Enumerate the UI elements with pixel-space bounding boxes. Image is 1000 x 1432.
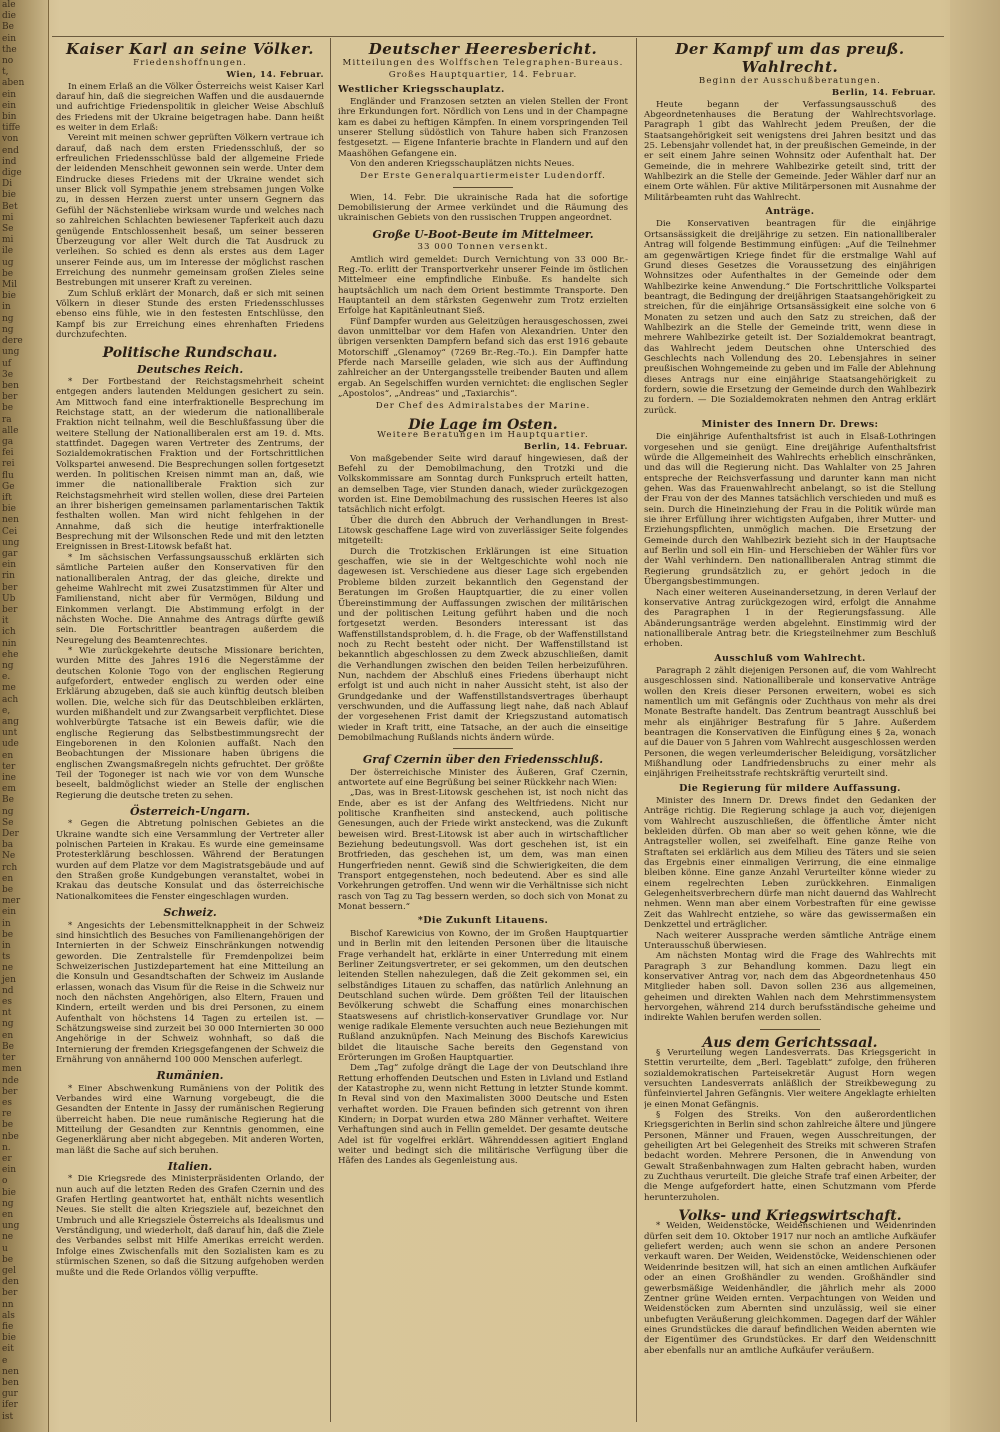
uboot-signature: Der Chef des Admiralstabes der Marine. — [375, 401, 591, 412]
paragraph: Wien, 14. Febr. Die ukrainische Rada hat die sofortige Demobilisierung der Armee verkündet und die Räumung des ukrainischen Gebiets von den russischen Truppen angeordnet. — [338, 192, 628, 224]
spine-fragment: gel — [2, 1265, 16, 1276]
spine-fragment: ber — [2, 392, 18, 403]
paragraph: * Im sächsischen Verfassungsausschuß erklärten sich sämtliche Parteien außer den Konservativen für den nationalliberalen Antrag, der das gleiche, direkte und geheime Wahlrecht mit zwei Zusatzstimmen für Alter und Familienstand, nicht aber für Vermögen, Bildung und Einkommen verlangt. Die Abstimmung erfolgt in der nächsten Woche. Die Annahme des Antrags dürfte gewiß sein. Die Fortschrittler beantragen außerdem die Neuregelung des Beamtenrechtes. — [56, 552, 324, 646]
spine-fragment: nen — [2, 1366, 19, 1377]
spine-fragment: jen — [2, 974, 16, 985]
spine-fragment: be — [2, 268, 14, 279]
spine-fragment: Di — [2, 179, 13, 190]
litauen-body — [338, 929, 628, 1167]
paragraph: Über die durch den Abbruch der Verhandlungen in Brest-Litowsk geschaffene Lage wird von zuverlässiger Seite folgendes mitgeteilt: — [338, 515, 628, 547]
top-rule — [52, 36, 944, 37]
separator — [760, 1029, 820, 1030]
ost-dateline: Berlin, 14. Februar. — [523, 442, 628, 453]
spine-fragment: ne — [2, 963, 14, 974]
column-2 — [338, 38, 628, 1424]
spine-fragment: Se — [2, 817, 14, 828]
spine-fragment: bie — [2, 190, 16, 201]
wahlrecht-body — [644, 100, 936, 203]
spine-fragment: uf — [2, 358, 12, 369]
spine-fragment: es — [2, 1097, 12, 1108]
paragraph: Die einjährige Aufenthaltsfrist ist auch in Elsaß-Lothringen vorgesehen und sie genügt. Eine dreijährige Aufenthaltsfrist würde die Allgemeinheit des Wahlrechts erheblich einschränken, und das will die Regierung nicht. Das Wahlalter von 25 Jahren entspreche der Reichsverfassung und darunter kann man nicht gehen. Was das Frauenwahlrecht anbelangt, so ist die Stellung der Frau von der des Mannes tatsächlich verschieden und muß es sein. Durch die Hineinziehung der Frau in die Politik würde man sie ihrer Erfüllung ihrer wichtigsten Aufgaben, ihrer Mutter- und Erziehungspflichten, unmöglich machen. Die Ersetzung der Gemeinde durch den Wahlbezirk bezieht sich in der Hauptsache auf Berlin und soll ein Hin- und Herschieben der Wähler fürs vor der Wahl verhindern. Den nationalliberalen Antrag stimmt die Regierung grundsätzlich zu, er gehört jedoch in die Übergangsbestimmungen. — [644, 432, 936, 588]
spine-fragment: mi — [2, 235, 14, 246]
romania-body — [56, 1084, 324, 1156]
spine-fragment: es — [2, 997, 12, 1008]
paragraph: Von den anderen Kriegsschauplätzen nichts Neues. — [350, 159, 575, 170]
ost-headline: Die Lage im Osten. — [408, 416, 558, 433]
paragraph: * Weiden, Weidenstöcke, Weidenschienen und Weidenrinden dürfen seit dem 10. Oktober 1917 nur noch an amtliche Aufkäufer geliefert werden; auch wenn sie schon an andere Personen verkauft waren. Der Weiden, Weidenstöcke, Weidenschienen oder Weidenrinde besitzen will, hat sich an einen amtlichen Aufkäufer oder an einen Großhändler zu wenden. Großhändler sind gewerbsmäßige Weidenhändler, die jährlich mehr als 2000 Zentner grüne Weiden ernten. Verpachtungen von Weiden und Weidenstöcken zum Abernten sind unzulässig, weil sie einer unbefugten Veräußerung gleichkommen. Dagegen darf der Wähler eines Grundstückes die darauf befindlichen Weiden abernten wie der Eigentümer des Grundstückes. Er darf den Weidenschnitt aber ebenfalls nur an amtliche Aufkäufer veräußern. — [644, 1221, 936, 1356]
spine-fragment: gur — [2, 1389, 18, 1400]
uboot-headline: Große U-Boot-Beute im Mittelmeer. — [372, 227, 594, 241]
milder-headline: Die Regierung für mildere Auffassung. — [679, 782, 901, 794]
spine-fragment: ifer — [2, 1400, 18, 1411]
spine-fragment: rch — [2, 862, 18, 873]
spine-fragment: be — [2, 929, 14, 940]
spine-fragment: 3e — [2, 369, 14, 380]
spine-fragment: ung — [2, 347, 20, 358]
italy-body — [56, 1174, 324, 1277]
spine-fragment: end — [2, 145, 19, 156]
spine-fragment: ber — [2, 582, 18, 593]
spine-fragment: Cei — [2, 526, 18, 537]
volk-headline: Volks- und Kriegswirtschaft. — [678, 1208, 902, 1225]
west-headline: Westlicher Kriegsschauplatz. — [338, 83, 505, 95]
spine-fragment: fei — [2, 448, 14, 459]
spine-fragment: tiffe — [2, 123, 21, 134]
paragraph: * Wie zurückgekehrte deutsche Missionare berichten, wurden Mitte des Jahres 1916 die Negerstämme der deutschen Kolonie Togo von der englischen Regierung aufgefordert, entweder englisch zu werden oder eine Erklärung abzugeben, daß sie auch künftig deutsch bleiben wollen. Die, welche sich für das Deutschbleiben erklärten, wurden mißhandelt und zur Zwangsarbeit verpflichtet. Diese wohlverbürgte Tatsache ist ein Beweis dafür, wie die englische Regierung das Selbstbestimmungsrecht der Eingeborenen in den Kolonien auffaßt. Nach den Beobachtungen der Missionare haben übrigens die englischen Zwangsmaßregeln nichts gefruchtet. Der größte Teil der Togoneger ist nach wie vor von dem Wunsche beseelt, baldmöglichst wieder an Stelle der englischen Regierung die deutsche treten zu sehen. — [56, 645, 324, 801]
spine-fragment: aben — [2, 78, 25, 89]
spine-fragment: ind — [2, 156, 17, 167]
paragraph: * Gegen die Abtretung polnischen Gebietes an die Ukraine wandte sich eine Versammlung der Vertreter aller polnischen Parteien in Krakau. Es wurde eine gemeinsame Protesterklärung beschlossen. Während der Beratungen wurden auf dem Platze vor dem Magistratsgebäude und auf den Straßen große Kundgebungen veranstaltet, wobei in Krakau das deutsche Konsulat und das österreichische Nationalkomitees die Fenster eingeschlagen wurden. — [56, 819, 324, 902]
minister-body — [644, 432, 936, 649]
spine-fragment: it — [2, 616, 9, 627]
spine-fragment: be — [2, 1254, 14, 1265]
wahlrecht-subhead: Beginn der Ausschußberatungen. — [698, 76, 882, 86]
spine-fragment: flu — [2, 470, 14, 481]
spine-fragment: Be — [2, 795, 14, 806]
spine-fragment: ich — [2, 627, 16, 638]
spine-fragment: nd — [2, 985, 14, 996]
ost-body — [338, 454, 628, 744]
spine-fragment: ts — [2, 952, 11, 963]
wahlrecht-headline: Der Kampf um das preuß. Wahlrecht. — [675, 40, 905, 76]
west-signature: Der Erste Generalquartiermeister Ludendorff. — [360, 171, 606, 182]
spine-fragment: ter — [2, 761, 16, 772]
swiss-body — [56, 921, 324, 1066]
spine-fragment: ben — [2, 1377, 19, 1388]
spine-fragment: ile — [2, 246, 14, 257]
heeresbericht-subhead: Mitteilungen des Wolffschen Telegraphen-Bureaus. — [342, 58, 624, 68]
spine-fragment: ach — [2, 694, 19, 705]
spine-fragment: Ge — [2, 481, 15, 492]
spine-fragment: nt — [2, 1008, 12, 1019]
spine-fragment: ist — [2, 1411, 14, 1422]
spine-fragment: ber — [2, 1288, 18, 1299]
gericht-body — [644, 1048, 936, 1203]
spine-fragment: ung — [2, 537, 20, 548]
paragraph: Engländer und Franzosen setzten an vielen Stellen der Front ihre Erkundungen fort. Nördlich von Lens und in der Champagne kam es dabei zu heftigen Kämpfen. In einem vorspringenden Teil unserer Stellung südöstlich von Tahure haben sich Franzosen festgesetzt. — Eigene Infanterie brachte in Flandern und auf den Maashöhen Gefangene ein. — [338, 97, 628, 159]
kaiser-subhead: Friedenshoffnungen. — [133, 58, 247, 68]
paragraph: § Folgen des Streiks. Von den außerordentlichen Kriegsgerichten in Berlin sind schon zahlreiche ältere und jüngere Personen, Männer und Frauen, wegen Ausschreitungen, der geheiligten Art bei Gelegenheit des Streiks mit schweren Strafen bedacht worden. Mehrere Personen, die in Anwendung von Gewalt Straßenbahnwagen zum Halten gebracht haben, wurden zu Zuchthaus verurteilt. Die gleiche Strafe traf einen Arbeiter, der die Menge aufgefordert hatte, einen Schutzmann vom Pferde herunterzuholen. — [644, 1110, 936, 1203]
ausschluss-headline: Ausschluß vom Wahlrecht. — [714, 652, 866, 664]
spine-fragment: er — [2, 1153, 12, 1164]
spine-fragment: be — [2, 885, 14, 896]
spine-fragment: in — [2, 941, 11, 952]
spine-fragment: ng — [2, 1198, 14, 1209]
spine-fragment: em — [2, 784, 16, 795]
paragraph: Vereint mit meinen schwer geprüften Völkern vertraue ich darauf, daß nach dem ersten Friedensschluß, der so erfreulichen Friedensschlüsse bald der allgemeine Friede der leidenden Menschheit gewonnen sein werde. Unter dem Eindrucke dieses Friedens mit der Ukraine wendet sich unser Blick voll Sympathie jenem strebsamen jungen Volke zu, in dessen Herzen zuerst unter unsern Gegnern das Gefühl der Nächstenliebe wirksam wurde und welches nach so zahlreichen Schlachten bewiesener Tapferkeit auch dazu genügende Entschlossenheit besaß, um seiner besseren Überzeugung vor aller Welt durch die Tat Ausdruck zu verleihen. So schied es denn als erstes aus dem Lager unserer Feinde aus, um im Interesse der möglichst raschen Erreichung des nunmehr gemeinsam großen Zieles seine Bestrebungen mit unserer Kraft zu vereinen. — [56, 133, 324, 289]
spine-fragment: ng — [2, 660, 14, 671]
spine-fragment: Ne — [2, 851, 16, 862]
spine-fragment: die — [2, 11, 16, 22]
paragraph: § Verurteilung wegen Landesverrats. Das Kriegsgericht in Stettin verurteilte, dem „Berl. Tageblatt“ zufolge, den früheren sozialdemokratischen Parteisekretär August Horn wegen versuchten Landesverrats anläßlich der Streikbewegung zu fünfeinviertel Jahren Gefängnis. Vier weitere Angeklagte erhielten je einen Monat Gefängnis. — [644, 1047, 936, 1110]
paragraph: Fünf Dampfer wurden aus Geleitzügen herausgeschossen, zwei davon unmittelbar vor dem Hafen von Alexandrien. Unter den übrigen versenkten Dampfern befand sich das erst 1916 gebaute Motorschiff „Glenamoy“ (7269 Br.-Reg.-To.). Ein Dampfer hatte Pferde nach Marseille geladen, wie sich aus der Auffindung zahlreicher an der Untergangsstelle treibender Bauten und allem ergab. An Segelschiffen wurden vernichtet: die englischen Segler „Apostolos“, „Andreas“ und „Taxiarchis“. — [338, 316, 628, 399]
separator — [453, 187, 513, 188]
paragraph: Amtlich wird gemeldet: Durch Vernichtung von 33 000 Br.-Reg.-To. erlitt der Transportverkehr unserer Feinde im östlichen Mittelmeer eine empfindliche Einbuße. Es handelte sich hauptsächlich um nach dem Orient bestimmte Transporte. Den Hauptanteil an dem stärksten Gegenwehr zum Trotz erzielten Erfolge hat Kapitänleutnant Sieß. — [338, 254, 628, 317]
spine-fragment: men — [2, 1064, 22, 1075]
spine-fragment: ber — [2, 1086, 18, 1097]
page-edge — [950, 0, 1000, 1432]
spine-fragment: e, — [2, 705, 11, 716]
swiss-headline: Schweiz. — [163, 906, 217, 920]
spine-fragment: Be — [2, 1041, 14, 1052]
paragraph: Die Konservativen beantragen für die einjährige Ortsansässigkeit die dreijährige zu setzen. Ein nationalliberaler Antrag will folgende Bestimmung einfügen: „Auf die Teilnehmer am gegenwärtigen Kriege findet für die erstmalige Wahl auf Grund dieses Gesetzes die Voraussetzung des einjährigen Wohnsitzes oder Aufenthaltes in der Gemeinde oder dem Wahlbezirke keine Anwendung.“ Die Fortschrittliche Volkspartei beantragt, die Bedingung der dreijährigen Staatsangehörigkeit zu streichen, für die einjährige Ortsansässigkeit eine solche von 6 Monaten zu setzen und auch den Satz zu streichen, daß der Wahlbezirk an die Stelle der Gemeinde tritt, wenn diese in mehrere Wahlbezirke geteilt ist. Der Sozialdemokrat beantragt, das Wahlrecht jedem Deutschen ohne Unterschied des Geschlechts nach Vollendung des 20. Lebensjahres in seiner preußischen Wohngemeinde zu geben und im Falle der Ablehnung dieses Antrags nur eine einjährige Staatsangehörigkeit zu fordern, sowie die Ersetzung der Gemeinde durch den Wahlbezirk zu fordern. — Die Sozialdemokraten nehmen den Antrag erklärt zurück. — [644, 219, 936, 416]
kaiser-body — [56, 82, 324, 341]
west-body — [338, 97, 628, 169]
ausschluss-body — [644, 666, 936, 780]
paragraph: * Die Kriegsrede des Ministerpräsidenten Orlando, der nun auch auf die letzten Reden des Grafen Czernin und des Grafen Hertling geantwortet hat, enthält nichts wesentlich Neues. Sie stellt die alten Kriegsziele auf, bezeichnet den Umbruch und alle Kriegsziele Österreichs als Idealismus und Verständigung, und wiederholt, daß darauf hin, daß die Ziele des Verbandes selbst mit Hilfe Amerikas erreicht werden. Infolge eines Zwischenfalls mit den Sozialisten kam es zu stürmischen Szenen, so daß die Sitzung aufgehoben werden mußte und die Rede Orlandos völlig verpuffte. — [56, 1174, 324, 1278]
austria-headline: Österreich-Ungarn. — [130, 805, 250, 819]
spine-fragment: ra — [2, 414, 12, 425]
paragraph: Heute begann der Verfassungsausschuß des Abgeordnetenhauses die Beratung der Wahlrechtsvorlage. Paragraph 1 gibt das Wahlrecht jedem Preußen, der die Staatsangehörigkeit seit wenigstens drei Jahren besitzt und das 25. Lebensjahr vollendet hat, in der preußischen Gemeinde, in der er seit einem Jahre seinen Wohnsitz oder Aufenthalt hat. Der Gemeinde, die in mehrere Wahlbezirke geteilt sind, tritt der Wahlbezirk an die Stelle der Gemeinde. Jeder Wähler darf nur an einem Orte wählen. Für aktive Militärpersonen mit Ausnahme der Militärbeamten ruht das Wahlrecht. — [644, 99, 936, 203]
paragraph: Minister des Innern Dr. Drews findet den Gedanken der Anträge richtig. Die Regierung schlage ja auch vor, diejenigen vom Wahlrecht auszuschließen, die öffentliche Ämter nicht bekleiden dürfen. Ob man aber so weit gehen könne, wie die Antragsteller wollen, sei zweifelhaft. Eine ganze Reihe von Straftaten sei erklärlich aus dem Milieu des Täters und sie seien das Ergebnis einer einmaligen Verirrung, die eine einmalige bleiben könne. Eine ganze Anzahl Verurteilter könne wieder zu einem regelrechten Leben zurückkehren. Einmaligen Gelegenheitsverbrechern dürfe man nicht dauernd das Wahlrecht nehmen. Wenn man aber einem Vorbestraften für eine gewisse Zeit das Wahlrecht entziehe, so wäre das gewissermaßen ein Denkzettel und erträglicher. — [644, 796, 936, 931]
spine-fragment: den — [2, 1277, 19, 1288]
antraege-headline: Anträge. — [765, 206, 815, 218]
spine-fragment: ang — [2, 717, 19, 727]
paragraph: In einem Erlaß an die Völker Österreichs weist Kaiser Karl darauf hin, daß die siegreichen Waffen und die ausdauernde und aufrichtige Friedenspolitik in gleicher Weise Abschluß des Friedens mit der Ukraine beigetragen habe. Dann heißt es weiter in dem Erlaß: — [56, 81, 324, 134]
spine-fragment: bie — [2, 1187, 16, 1198]
spine-fragment: ber — [2, 604, 18, 615]
spine-fragment: als — [2, 1310, 15, 1321]
spine-fragment: ug — [2, 257, 14, 268]
spine-fragment: Ub — [2, 593, 16, 604]
spine-fragment: e. — [2, 672, 11, 683]
spine-fragment: bie — [2, 504, 16, 515]
spine-fragment: gar — [2, 548, 18, 559]
spine-fragment: rin — [2, 571, 15, 582]
spine-fragment: eit — [2, 1344, 14, 1355]
romania-headline: Rumänien. — [156, 1069, 224, 1083]
spine-fragment: Se — [2, 224, 14, 235]
spine-fragment: ng — [2, 806, 14, 817]
paragraph: Nach einer weiteren Auseinandersetzung, in deren Verlauf der konservative Antrag zurückgezogen wird, erfolgt die Annahme des Paragraphen 1 in der Regierungsfassung. Alle Abänderungsanträge werden abgelehnt. Einstimmig wird der nationalliberale Antrag betr. die Kriegsteilnehmer zum Beschluß erhoben. — [644, 587, 936, 650]
spine-fragments — [0, 0, 49, 1432]
spine-fragment: unt — [2, 728, 18, 739]
spine-fragment: nn — [2, 1299, 14, 1310]
paragraph: * Einer Abschwenkung Rumäniens von der Politik des Verbandes wird eine Warnung vorgebeugt, die die Gesandten der Entente in Jassy der rumänischen Regierung überreicht haben. Die neue rumänische Regierung hat die Mitteilung der Gesandten zur Kenntnis genommen, eine Gegenerklärung aber nicht abgegeben. Mit anderen Worten, man läßt die Sache auf sich beruhen. — [56, 1083, 324, 1156]
wien-body — [338, 193, 628, 224]
paragraph: Nach weiterer Aussprache werden sämtliche Anträge einem Unterausschuß überwiesen. — [644, 930, 936, 951]
spine-fragment: me — [2, 683, 16, 694]
minister-headline: Minister des Innern Dr. Drews: — [701, 419, 879, 430]
spine-fragment: ein — [2, 560, 17, 571]
spine-fragment: ein — [2, 1165, 17, 1176]
spine-fragment: alle — [2, 425, 19, 436]
spine-fragment: ein — [2, 907, 17, 918]
spine-fragment: dere — [2, 336, 23, 347]
spine-fragment: ng — [2, 313, 14, 324]
spine-fragment: von — [2, 134, 19, 145]
spine-fragment: be — [2, 403, 14, 414]
italy-headline: Italien. — [167, 1160, 213, 1174]
spine-fragment: ne — [2, 1232, 14, 1243]
kaiser-dateline: Wien, 14. Februar. — [226, 70, 324, 81]
spine-fragment: ift — [2, 492, 12, 503]
column-rule-1 — [330, 38, 331, 1422]
spine-fragment: nde — [2, 1075, 19, 1086]
spine-fragment: bin — [2, 112, 17, 123]
paragraph: Dem „Tag“ zufolge drängt die Lage der von Deutschland ihre Rettung erhoffenden Deutschen und Esten in Livland und Estland der Katastrophe zu, wenn nicht Rettung in letzter Stunde kommt. In Reval sind von den Maximalisten 3000 Deutsche und Esten verhaftet worden. Die Frauen befinden sich getrennt von ihren Kindern; in Dorpat wurden etwa 280 Männer verhaftet. Weitere Verhaftungen sind auch in Fellin gemeldet. Der gesamte deutsche Adel ist für vogelfrei erklärt. Währenddessen agitiert England weiter und bedingt sich die militärische Verfügung über die Häfen des Landes als Gegenleistung aus. — [338, 1063, 628, 1167]
czernin-headline: Graf Czernin über den Friedensschluß. — [362, 753, 604, 767]
spine-fragment: ng — [2, 324, 14, 335]
paragraph: Am nächsten Montag wird die Frage des Wahlrechts mit Paragraph 3 zur Behandlung kommen. Dazu liegt ein konservativer Antrag vor, nach dem das Abgeordnetenhaus 450 Mitglieder haben soll. Davon sollen 236 aus allgemeinen, geheimen und direkten Wahlen nach dem Mehrstimmensystem hervorgehen, während 214 durch berufsständische geheime und indirekte Wahlen berufen werden sollen. — [644, 951, 936, 1024]
paragraph: Paragraph 2 zählt diejenigen Personen auf, die vom Wahlrecht ausgeschlossen sind. Nationalliberale und konservative Anträge wollen den Kreis dieser Personen erweitern, wobei es sich namentlich um mit Gefängnis oder Zuchthaus von mehr als drei Monate Bestrafte handelt. Das Zentrum beantragt Ausschluß bei mehr als einjähriger Bestrafung für 5 Jahre. Außerdem beantragen die Konservativen die Einfügung eines § 2a, wonach auf die Dauer von 5 Jahren vom Wahlrecht ausgeschlossen werden Personen, die wegen verleumderischer Beleidigung, vorsätzlicher Mißhandlung oder Landfriedensbruchs zu einer mehr als einjährigen Freiheitsstrafe rechtskräftig verurteilt sind. — [644, 665, 936, 780]
volk-body — [644, 1221, 936, 1355]
paragraph: Zum Schluß erklärt der Monarch, daß er sich mit seinen Völkern in dieser Stunde des ersten Friedensschlusses ebenso eins fühle, wie in den festesten Entschlüsse, den Kampf bis zur Erreichung eines ehrenhaften Friedens durchzufechten. — [56, 288, 324, 340]
milder-body — [644, 796, 936, 1024]
spine-fragment: ale — [2, 0, 16, 10]
paragraph: Der österreichische Minister des Äußeren, Graf Czernin, antwortete auf eine Begrüßung bei seiner Rückkehr nach Wien: — [338, 767, 628, 788]
spine-fragment: en — [2, 1209, 14, 1220]
spine-fragment: e — [2, 1355, 8, 1366]
politics-headline: Politische Rundschau. — [102, 345, 278, 362]
spine-fragment: nin — [2, 638, 17, 649]
spine-fragment: en — [2, 873, 14, 884]
spine-fragment: ine — [2, 773, 17, 784]
column-rule-2 — [636, 38, 637, 1422]
spine-fragment: Mil — [2, 280, 17, 291]
spine-fragment: ga — [2, 436, 14, 447]
czernin-body — [338, 768, 628, 913]
spine-fragment: fie — [2, 1321, 14, 1332]
litauen-headline: *Die Zukunft Litauens. — [417, 915, 549, 927]
spine-fragment: dige — [2, 168, 22, 179]
spine-fragment: mi — [2, 212, 14, 223]
reich-body — [56, 377, 324, 801]
heeresbericht-dateline: Großes Hauptquartier, 14. Februar. — [388, 70, 578, 81]
spine-fragment: bie — [2, 1333, 16, 1344]
spine-fragment: the — [2, 44, 17, 55]
spine-fragment: mer — [2, 896, 21, 907]
spine-fragment: nbe — [2, 1131, 19, 1142]
spine-fragment: o — [2, 1176, 8, 1187]
column-3 — [644, 38, 936, 1424]
austria-body — [56, 819, 324, 902]
spine-fragment: ein — [2, 89, 17, 100]
spine-fragment: ein — [2, 33, 17, 44]
spine-fragment: re — [2, 1109, 12, 1120]
spine-fragment: ung — [2, 1221, 20, 1232]
spine-fragment: nen — [2, 515, 19, 526]
wahlrecht-dateline: Berlin, 14. Februar. — [831, 88, 936, 99]
paragraph: „Das, was in Brest-Litowsk geschehen ist, ist noch nicht das Ende, aber es ist der Anfang des Weltfriedens. Nicht nur politische Kranfheiten sind ansteckend, auch politische Genesungen, auch der Friede wirkt ansteckend, was die Zukunft beweisen wird. Brest-Litowsk ist aber auch in wirtschaftlicher Beziehung bedeutungsvoll. Was dort geschehen ist, ist ein Brotfrieden, das geschehen ist, um dem, was man einen Hungerfrieden nennt. Gewiß sind die Schwierigkeiten, die dem Transport entgegenstehen, noch bedeutend. Aber es sind alle Vorkehrungen getroffen. Und wenn wir die Verhältnisse sich nicht rasch von Tag zu Tag bessern werden, so doch sich von Monat zu Monat bessern.“ — [338, 788, 628, 913]
paragraph: * Angesichts der Lebensmittelknappheit in der Schweiz sind hinsichtlich des Besuches von Familienangehörigen der Internierten in der Schweiz Einschränkungen notwendig geworden. Die Zentralstelle für Fremdenpolizei beim Schweizerischen Justizdepartement hat eine Mitteilung an die Konsuln und Gesandtschaften der Schweiz im Auslande erlassen, wonach das Visum für die Reise in die Schweiz nur noch den nächsten Angehörigen, also Eltern, Frauen und Kindern, erteilt werden und bis drei Personen, zu einem Aufenthalt von höchstens 14 Tagen zu erteilen ist. — Schätzungsweise sind zurzeit bei 30 000 Internierten 30 000 Angehörige in der Schweiz wohnhaft, so daß die Internierung der fremden Kriegsgefangenen der Schweiz die Ernährung von annähernd 100 000 Menschen auferlegt. — [56, 920, 324, 1065]
ost-subhead: Weitere Beratungen im Hauptquartier. — [377, 430, 589, 440]
spine-fragment: t, — [2, 67, 9, 78]
spine-fragment: ben — [2, 380, 19, 391]
spine-fragment: bie — [2, 291, 16, 302]
kaiser-headline: Kaiser Karl an seine Völker. — [65, 40, 314, 58]
spine-fragment: rei — [2, 459, 15, 470]
spine-fragment: en — [2, 750, 14, 761]
separator — [453, 748, 513, 749]
spine-fragment: Der — [2, 829, 19, 840]
antraege-body — [644, 219, 936, 416]
spine-fragment: ude — [2, 739, 19, 750]
paragraph: Durch die Trotzkischen Erklärungen ist eine Situation geschaffen, wie sie in der Weltgeschichte wohl noch nie dagewesen ist. Verschiedene aus dieser Lage sich ergebenden Probleme bilden zurzeit bekanntlich den Gegenstand der Beratungen im Großen Hauptquartier, die zu einer vollen Übereinstimmung der Auffassungen zwischen der militärischen und der politischen Leitung geführt haben und die noch fortgesetzt werden. Besonders interessant ist das Waffenstillstandsproblem, d. h. die Frage, ob der Waffenstillstand noch zu Recht besteht oder nicht. Der Waffenstillstand ist bekanntlich abgeschlossen zu dem Zweck abzuschließen, damit die Verhandlungen zwischen den beiden Teilen herbeizuführen. Nun, nachdem der Abschluß eines Friedens überhaupt nicht erfolgt ist und auch nicht in naher Aussicht steht, ist also der Grundgedanke und der Waffenstillstandsvertrages überhaupt verschwunden, und die Auffassung liegt nahe, daß nach Ablauf der vorgesehenen Frist damit der Kriegszustand automatisch wieder in Kraft tritt, eine Tatsache, an der auch die einseitige Demobilmachung Rußlands nichts ändern würde. — [338, 546, 628, 743]
spine-fragment: Be — [2, 22, 14, 33]
paragraph: Bischof Karewicius von Kowno, der im Großen Hauptquartier und in Berlin mit den leitenden Personen über die litauische Frage verhandelt hat, erklärte in einer Unterredung mit einem Berliner Zeitungsvertreter, er sei gekommen, um den deutschen leitenden Stellen nahezulegen, daß die Zeit gekommen sei, ein selbständiges Litauen zu schaffen, das natürlich Anlehnung an Deutschland suchen würde. Dem größten Teil der litauischen Bevölkerung schwebt die Schaffung eines monarchischen Staatswesens auf christlich-konservativer Grundlage vor. Nur wenige radikale Elemente versuchten auch neue Beziehungen mit Rußland anzuknüpfen. Nach Meinung des Bischofs Karewicius bildet die litauische Sache bereits den Gegenstand von Erörterungen im Großen Hauptquartier. — [338, 928, 628, 1063]
spine-fragment: Bet — [2, 201, 18, 212]
spine-fragment: ein — [2, 100, 17, 111]
spine-fragment: no — [2, 56, 14, 67]
reich-headline: Deutsches Reich. — [136, 362, 244, 376]
spine-fragment: u — [2, 1243, 8, 1254]
spine-fragment: n. — [2, 1142, 11, 1153]
heeresbericht-headline: Deutscher Heeresbericht. — [368, 40, 598, 58]
paragraph: * Der Fortbestand der Reichstagsmehrheit scheint entgegen anders lautenden Meldungen gesichert zu sein. Am Mittwoch fand eine interfraktionelle Besprechung im Reichstage statt, an der wiederum die nationalliberale Fraktion nicht teilnahm, weil die Beschlußfassung über die weitere Stellung der Nationalliberalen erst am 19. d. Mts. stattfindet. Dagegen waren Vertreter des Zentrums, der Sozialdemokratischen Fraktion und der Fortschrittlichen Volkspartei anwesend. Die Besprechungen sollen fortgesetzt werden. In politischen Kreisen nimmt man an, daß, wie immer die nationalliberale Fraktion sich zur Reichstagsmehrheit wird stellen wollen, diese drei Parteien an ihrer bisherigen gemeinsamen parlamentarischen Taktik festhalten wollen. Man wird nicht fehlgehen in der Annahme, daß sich die heutige interfraktionelle Besprechung mit der Wilsonschen Rede und mit den letzten Ereignissen in Brest-Litowsk befaßt hat. — [56, 376, 324, 553]
column-1 — [56, 38, 324, 1424]
paragraph: Von maßgebender Seite wird darauf hingewiesen, daß der Befehl zu der Demobilmachung, den Trotzki und die Volkskommissare am Sonntag durch Funkspruch erteilt hatten, an demselben Tage, vier Stunden danach, wieder zurückgezogen worden ist. Eine Demobilmachung des russischen Heeres ist also tatsächlich nicht erfolgt. — [338, 453, 628, 516]
spine-fragment: in — [2, 302, 11, 313]
spine-fragment: be — [2, 1120, 14, 1131]
spine-fragment: ter — [2, 1053, 16, 1064]
spine-fragment: ba — [2, 840, 14, 851]
uboot-subhead: 33 000 Tonnen versenkt. — [417, 242, 549, 253]
spine-fragment: en — [2, 1030, 14, 1041]
spine-fragment: ehe — [2, 649, 19, 660]
gericht-headline: Aus dem Gerichtssaal. — [702, 1034, 878, 1051]
spine-fragment: ng — [2, 1019, 14, 1030]
uboot-body — [338, 255, 628, 400]
spine-fragment: in — [2, 918, 11, 929]
